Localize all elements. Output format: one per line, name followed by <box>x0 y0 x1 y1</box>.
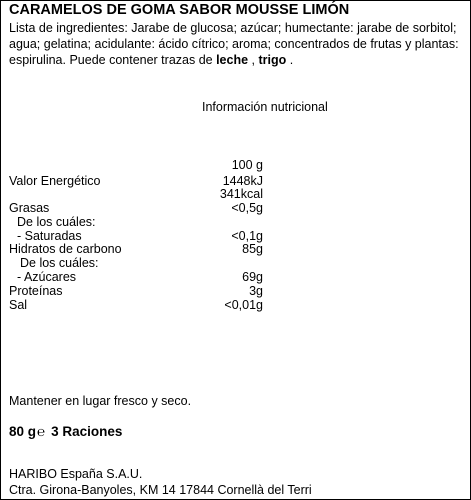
energy-kj-value: 1448kJ <box>222 174 263 188</box>
of-which-label-carbs: De los cuáles: <box>20 256 99 270</box>
saturated-value: <0,1g <box>231 229 263 243</box>
of-which-label-fat: De los cuáles: <box>17 215 96 229</box>
storage-instructions: Mantener en lugar fresco y seco. <box>9 394 192 408</box>
sugars-label: - Azúcares <box>17 270 77 284</box>
company-name: HARIBO España S.A.U. <box>9 467 143 481</box>
allergen-wheat: trigo <box>258 53 287 67</box>
servings: 3 Raciones <box>51 424 123 439</box>
fat-value: <0,5g <box>231 201 263 215</box>
salt-value: <0,01g <box>224 298 263 312</box>
allergen-milk: leche <box>216 53 249 67</box>
protein-value: 3g <box>249 284 263 298</box>
fat-label: Grasas <box>9 201 50 215</box>
estimated-sign-icon: ℮ <box>37 424 46 439</box>
carbs-value: 85g <box>242 242 263 256</box>
ingredients-end: . <box>286 53 294 67</box>
protein-label: Proteínas <box>9 284 63 298</box>
carbs-label: Hidratos de carbono <box>9 242 122 256</box>
allergen-separator: , <box>248 53 259 67</box>
nutrition-title: Información nutricional <box>202 100 328 114</box>
energy-label: Valor Energético <box>9 174 101 188</box>
product-title: CARAMELOS DE GOMA SABOR MOUSSE LIMÓN <box>9 2 350 18</box>
sugars-value: 69g <box>242 270 263 284</box>
ingredients-list <box>9 20 464 68</box>
net-weight-value: 80 g <box>9 424 37 439</box>
per-100g-header: 100 g <box>231 158 263 172</box>
salt-label: Sal <box>9 298 28 312</box>
net-weight <box>9 424 122 439</box>
energy-kcal-value: 341kcal <box>219 187 263 201</box>
saturated-label: - Saturadas <box>17 229 82 243</box>
company-address: Ctra. Girona-Banyoles, KM 14 17844 Cornellà del Terri <box>9 483 312 497</box>
ingredients-text: Lista de ingredientes: Jarabe de glucosa; azúcar; humectante: jarabe de sorbitol; agua; gelatina; acidulante: ácido cítrico; aroma; concentrados de frutas y plantas: espirulina. Puede contener trazas de <box>9 21 459 67</box>
